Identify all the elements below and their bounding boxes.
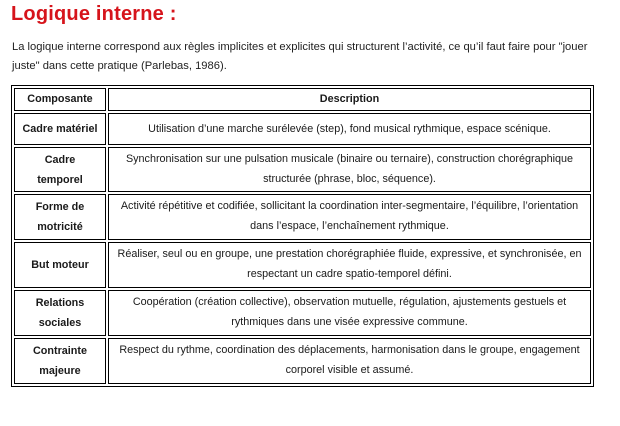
internal-logic-table-wrapper [11, 85, 594, 387]
section-title: Logique interne : [11, 3, 177, 25]
table-row [14, 290, 591, 336]
table-row [14, 147, 591, 192]
table-row [14, 338, 591, 384]
row-component-forme-motricite: Forme de motricité [14, 194, 106, 240]
row-description-forme-motricite: Activité répétitive et codifiée, sollicitant la coordination inter-segmentaire, l’équilibre, l’orientation dans l’espace, l’enchaînement rythmique. [108, 194, 591, 240]
row-component-contrainte-majeure: Contrainte majeure [14, 338, 106, 384]
header-description: Description [108, 88, 591, 111]
table-row [14, 242, 591, 288]
intro-paragraph: La logique interne correspond aux règles implicites et explicites qui structurent l’activité, ce qu’il faut faire pour "jouer juste" dans cette pratique (Parlebas, 1986). [12, 41, 588, 72]
row-description-cadre-temporel: Synchronisation sur une pulsation musicale (binaire ou ternaire), construction chorégraphique structurée (phrase, bloc, séquence). [108, 147, 591, 192]
row-description-contrainte-majeure: Respect du rythme, coordination des déplacements, harmonisation dans le groupe, engagement corporel visible et assumé. [108, 338, 591, 384]
row-description-but-moteur: Réaliser, seul ou en groupe, une prestation chorégraphiée fluide, expressive, et synchronisée, en respectant un cadre spatio-temporel défini. [108, 242, 591, 288]
header-component: Composante [14, 88, 106, 111]
row-component-cadre-materiel: Cadre matériel [14, 113, 106, 145]
table-row [14, 113, 591, 145]
row-component-cadre-temporel: Cadre temporel [14, 147, 106, 192]
row-component-relations-sociales: Relations sociales [14, 290, 106, 336]
internal-logic-table [11, 85, 594, 387]
table-row [14, 194, 591, 240]
row-description-relations-sociales: Coopération (création collective), observation mutuelle, régulation, ajustements gestuels et rythmiques dans une visée expressive commune. [108, 290, 591, 336]
row-component-but-moteur: But moteur [14, 242, 106, 288]
row-description-cadre-materiel: Utilisation d’une marche surélevée (step), fond musical rythmique, espace scénique. [108, 113, 591, 145]
table-header-row [14, 88, 591, 111]
